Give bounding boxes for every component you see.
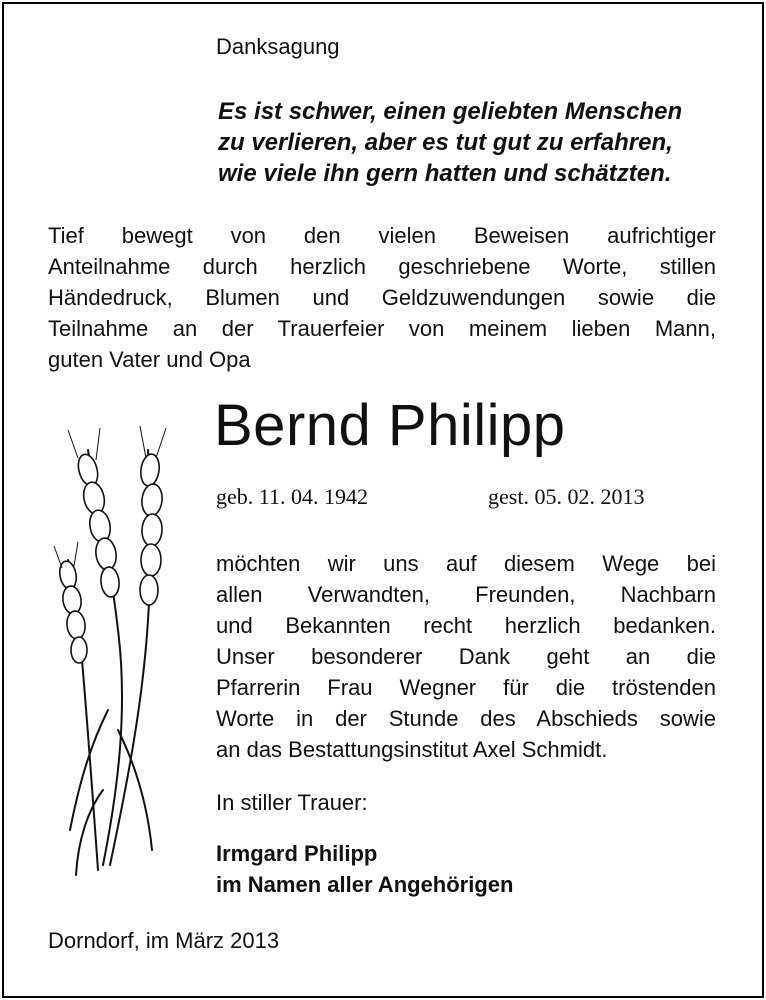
signer-name: Irmgard Philipp bbox=[216, 841, 378, 866]
intro-line: Anteilnahme durch herzlich geschriebene Worte, stillen bbox=[48, 254, 716, 279]
quote bbox=[218, 96, 682, 189]
thanks-line: möchten wir uns auf diesem Wege bei bbox=[216, 551, 716, 576]
intro-line: guten Vater und Opa bbox=[48, 347, 251, 372]
quote-line: zu verlieren, aber es tut gut zu erfahren, bbox=[218, 129, 673, 156]
signers bbox=[216, 838, 513, 900]
thanks-line: allen Verwandten, Freunden, Nachbarn bbox=[216, 582, 716, 607]
quote-line: wie viele ihn gern hatten und schätzten. bbox=[218, 160, 672, 187]
thanks-line: Pfarrerin Frau Wegner für die tröstenden bbox=[216, 675, 716, 700]
thanks-line: Unser besonderer Dank geht an die bbox=[216, 644, 716, 669]
wheat-leaf bbox=[76, 790, 103, 875]
thanks-line: Worte in der Stunde des Abschieds sowie bbox=[216, 706, 716, 731]
intro-line: Tief bewegt von den vielen Beweisen aufrichtiger bbox=[48, 223, 716, 248]
intro-paragraph bbox=[48, 220, 716, 375]
death-date: gest. 05. 02. 2013 bbox=[488, 484, 645, 509]
notice-heading: Danksagung bbox=[216, 34, 340, 59]
intro-line: Händedruck, Blumen und Geldzuwendungen sowie die bbox=[48, 285, 716, 310]
signer-family: im Namen aller Angehörigen bbox=[216, 872, 514, 897]
quote-line: Es ist schwer, einen geliebten Menschen bbox=[218, 98, 683, 125]
place-date: Dorndorf, im März 2013 bbox=[48, 928, 280, 953]
mourning-label: In stiller Trauer: bbox=[216, 790, 368, 815]
birth-date: geb. 11. 04. 1942 bbox=[216, 484, 368, 509]
wheat-ear bbox=[139, 453, 164, 605]
wheat-ear bbox=[75, 452, 120, 598]
wheat-icon bbox=[48, 410, 188, 890]
intro-line: Teilnahme an der Trauerfeier von meinem lieben Mann, bbox=[48, 316, 716, 341]
thanks-line: und Bekannten recht herzlich bedanken. bbox=[216, 613, 716, 638]
thanks-paragraph bbox=[216, 548, 716, 765]
thanks-line: an das Bestattungsinstitut Axel Schmidt. bbox=[216, 737, 608, 762]
deceased-name: Bernd Philipp bbox=[214, 393, 566, 458]
wheat-leaf bbox=[118, 730, 152, 850]
wheat-ear bbox=[58, 560, 87, 663]
